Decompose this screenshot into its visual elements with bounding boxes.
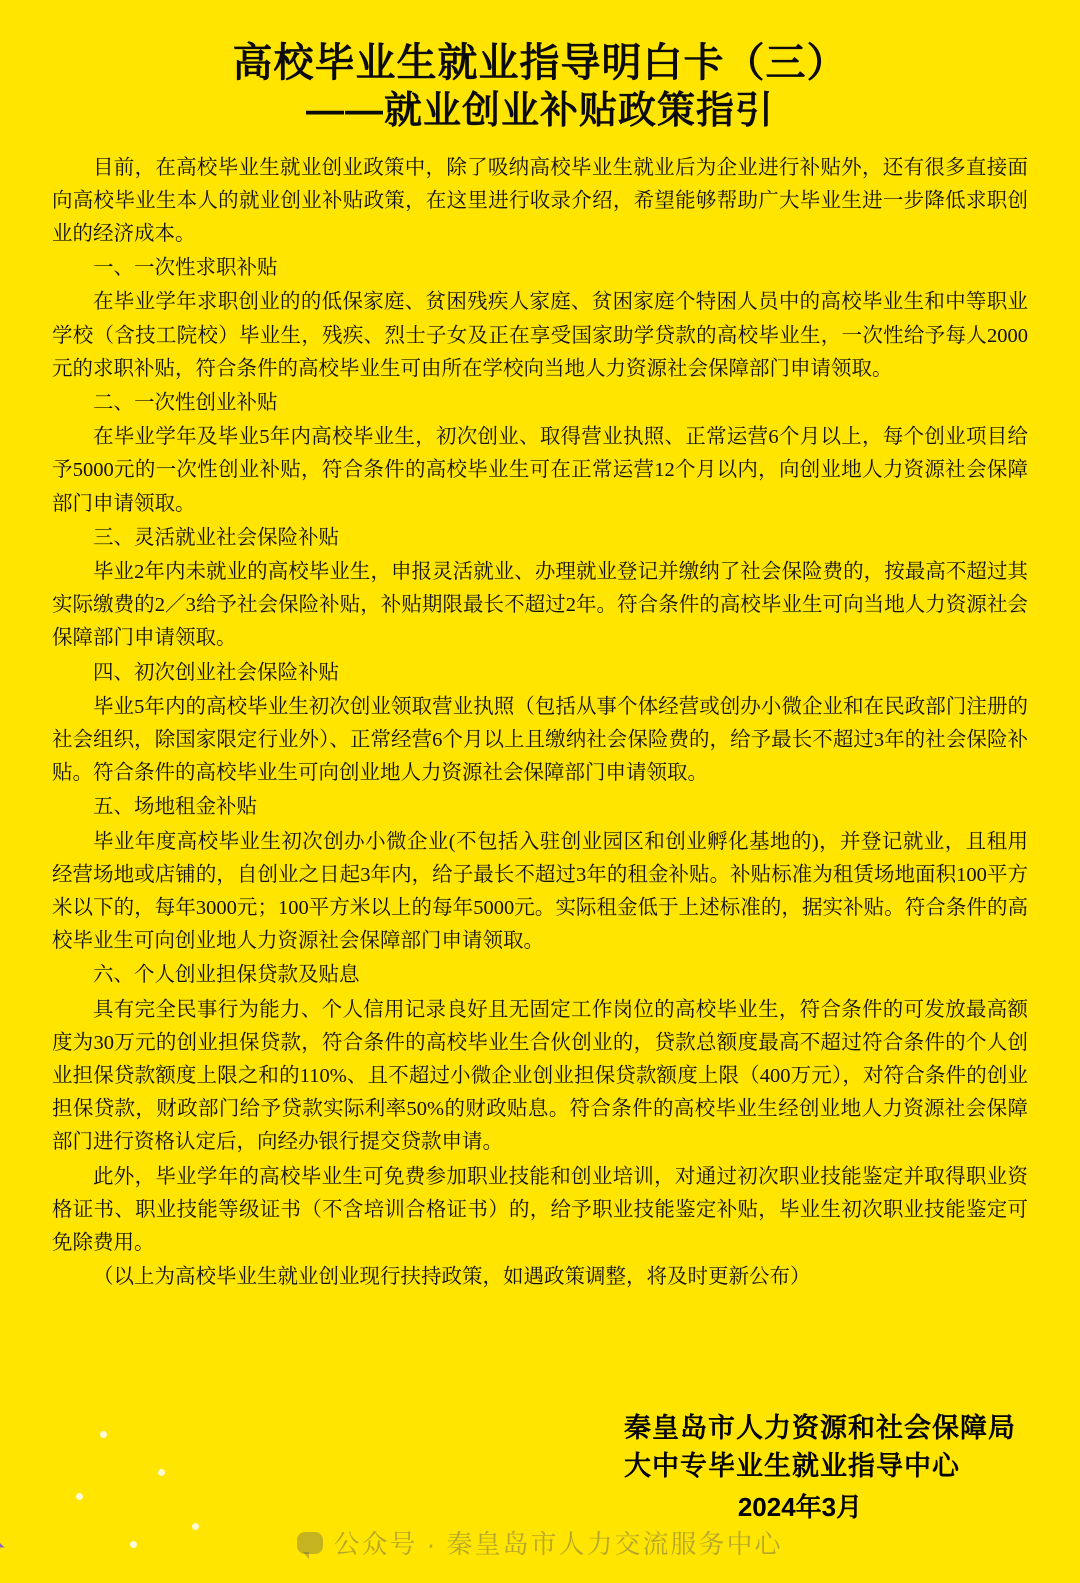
issue-date: 2024年3月: [737, 1492, 863, 1522]
section-6-heading: 六、个人创业担保贷款及贴息: [93, 964, 360, 987]
section-2-body: 在毕业学年及毕业5年内高校毕业生，初次创业、取得营业执照、正常运营6个月以上，每个创业项目给予5000元的一次性创业补贴，符合条件的高校毕业生可在正常运营12个月以内，向创业地人力资源社会保障部门申请领取。: [52, 426, 1028, 515]
title-subtitle: ——就业创业补贴政策指引: [305, 90, 774, 132]
section-3-heading: 三、灵活就业社会保险补贴: [93, 526, 339, 549]
wechat-icon: [297, 1532, 323, 1554]
policy-note: （以上为高校毕业生就业创业现行扶持政策，如遇政策调整，将及时更新公布）: [93, 1266, 811, 1289]
document-body: [52, 152, 1028, 1295]
section-3-body: 毕业2年内未就业的高校毕业生，申报灵活就业、办理就业登记并缴纳了社会保险费的，按最高不超过其实际缴费的2／3给予社会保险补贴，补贴期限最长不超过2年。符合条件的高校毕业生可向当地人力资源社会保障部门申请领取。: [52, 560, 1028, 650]
page-title: [52, 38, 1028, 136]
section-1-body: 在毕业学年求职创业的的低保家庭、贫困残疾人家庭、贫困家庭个特困人员中的高校毕业生和中等职业学校（含技工院校）毕业生，残疾、烈士子女及正在享受国家助学贷款的高校毕业生，一次性给予每人2000元的求职补贴，符合条件的高校毕业生可由所在学校向当地人力资源社会保障部门申请领取。: [52, 291, 1028, 380]
section-6-body: 具有完全民事行为能力、个人信用记录良好且无固定工作岗位的高校毕业生，符合条件的可发放最高额度为30万元的创业担保贷款，符合条件的高校毕业生合伙创业的，贷款总额度最高不超过符合条件的个人创业担保贷款额度上限之和的110%、且不超过小微企业创业担保贷款额度上限（400万元），对符合条件的创业担保贷款，财政部门给予贷款实际利率50%的财政贴息。符合条件的高校毕业生经创业地人力资源社会保障部门进行资格认定后，向经办银行提交贷款申请。: [52, 998, 1028, 1154]
section-4-heading: 四、初次创业社会保险补贴: [93, 661, 339, 684]
section-5-heading: 五、场地租金补贴: [93, 796, 257, 819]
issuer-footer: [624, 1410, 1016, 1527]
watermark: [0, 1524, 1080, 1561]
section-2-heading: 二、一次性创业补贴: [93, 391, 278, 414]
watermark-text: 公众号 · 秦皇岛市人力交流服务中心: [333, 1529, 783, 1559]
title-main: 高校毕业生就业指导明白卡（三）: [232, 41, 848, 85]
issuer-org-secondary: 大中专毕业生就业指导中心: [624, 1451, 960, 1482]
intro-paragraph: 目前，在高校毕业生就业创业政策中，除了吸纳高校毕业生就业后为企业进行补贴外，还有很多直接面向高校毕业生本人的就业创业补贴政策，在这里进行收录介绍，希望能够帮助广大毕业生进一步降低求职创业的经济成本。: [52, 156, 1028, 245]
sparkle-icon: [158, 1469, 165, 1476]
sparkle-icon: [100, 1431, 107, 1438]
sparkle-icon: [76, 1493, 83, 1500]
section-5-body: 毕业年度高校毕业生初次创办小微企业(不包括入驻创业园区和创业孵化基地的)，并登记就业，且租用经营场地或店铺的，自创业之日起3年内，给子最长不超过3年的租金补贴。补贴标准为租赁场地面积100平方米以下的，每年3000元；100平方米以上的每年5000元。实际租金低于上述标准的，据实补贴。符合条件的高校毕业生可向创业地人力资源社会保障部门申请领取。: [52, 830, 1028, 953]
additional-paragraph: 此外，毕业学年的高校毕业生可免费参加职业技能和创业培训，对通过初次职业技能鉴定并取得职业资格证书、职业技能等级证书（不含培训合格证书）的，给予职业技能鉴定补贴，毕业生初次职业技能鉴定可免除费用。: [52, 1165, 1028, 1254]
issuer-org-primary: 秦皇岛市人力资源和社会保障局: [624, 1413, 1016, 1444]
section-4-body: 毕业5年内的高校毕业生初次创业领取营业执照（包括从事个体经营或创办小微企业和在民政部门注册的社会组织，除国家限定行业外）、正常经营6个月以上且缴纳社会保险费的，给予最长不超过3年的社会保险补贴。符合条件的高校毕业生可向创业地人力资源社会保障部门申请领取。: [52, 695, 1028, 785]
section-1-heading: 一、一次性求职补贴: [93, 257, 278, 280]
